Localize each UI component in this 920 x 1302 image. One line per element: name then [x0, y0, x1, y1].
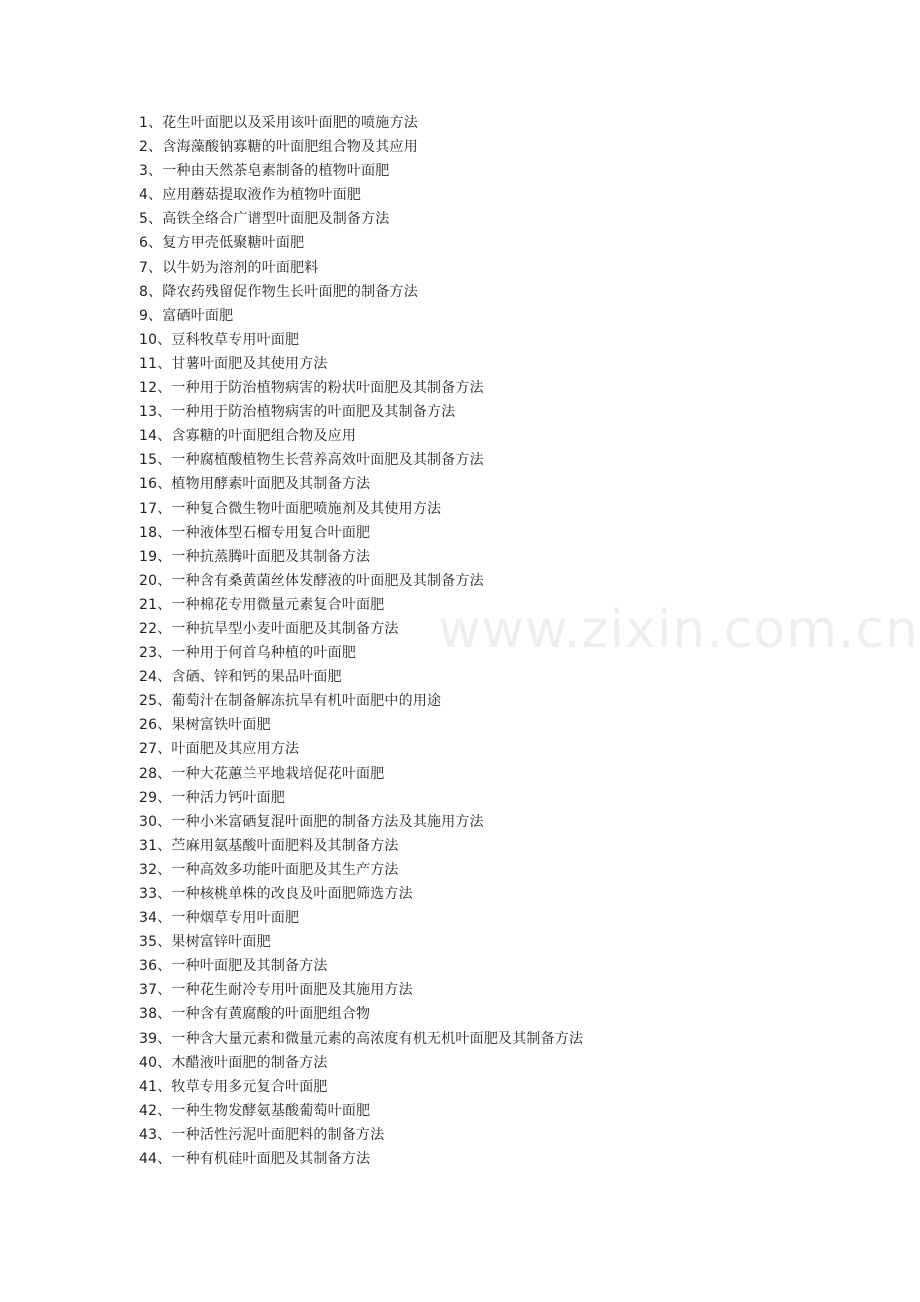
list-item: 38、一种含有黄腐酸的叶面肥组合物 [139, 1006, 371, 1023]
list-item: 40、木醋液叶面肥的制备方法 [139, 1054, 328, 1071]
list-item: 15、一种腐植酸植物生长营养高效叶面肥及其制备方法 [139, 452, 484, 469]
list-item: 3、一种由天然茶皂素制备的植物叶面肥 [139, 163, 390, 180]
list-item: 33、一种核桃单株的改良及叶面肥筛选方法 [139, 886, 413, 902]
list-item: 37、一种花生耐冷专用叶面肥及其施用方法 [139, 982, 413, 999]
list-item: 22、一种抗旱型小麦叶面肥及其制备方法 [139, 620, 399, 637]
list-item: 36、一种叶面肥及其制备方法 [139, 958, 328, 975]
list-item: 30、一种小米富硒复混叶面肥的制备方法及其施用方法 [139, 813, 484, 830]
list-item: 42、一种生物发酵氨基酸葡萄叶面肥 [139, 1102, 371, 1119]
list-item: 28、一种大花蕙兰平地栽培促花叶面肥 [139, 765, 385, 782]
list-item: 32、一种高效多功能叶面肥及其生产方法 [139, 861, 399, 878]
list-item: 25、葡萄汁在制备解冻抗旱有机叶面肥中的用途 [139, 693, 442, 710]
list-item: 11、甘薯叶面肥及其使用方法 [139, 355, 328, 372]
list-item: 23、一种用于何首乌种植的叶面肥 [139, 645, 357, 662]
list-item: 5、高铁全络合广谱型叶面肥及制备方法 [139, 211, 390, 228]
list-item: 17、一种复合微生物叶面肥喷施剂及其使用方法 [139, 500, 442, 517]
list-item: 8、降农药残留促作物生长叶面肥的制备方法 [139, 283, 418, 300]
list-item: 9、富硒叶面肥 [139, 307, 234, 324]
list-item: 34、一种烟草专用叶面肥 [139, 910, 300, 927]
list-item: 13、一种用于防治植物病害的叶面肥及其制备方法 [139, 404, 456, 421]
list-item: 35、果树富锌叶面肥 [139, 934, 271, 951]
list-item: 1、花生叶面肥以及采用该叶面肥的喷施方法 [139, 115, 418, 131]
list-item: 39、一种含大量元素和微量元素的高浓度有机无机叶面肥及其制备方法 [139, 1030, 584, 1047]
list-item: 12、一种用于防治植物病害的粉状叶面肥及其制备方法 [139, 380, 484, 397]
list-item: 19、一种抗蒸腾叶面肥及其制备方法 [139, 548, 371, 565]
list-item: 43、一种活性污泥叶面肥料的制备方法 [139, 1126, 385, 1143]
watermark: www.zixin.com.cn [438, 600, 919, 660]
list-item: 16、植物用酵素叶面肥及其制备方法 [139, 476, 371, 493]
list-item: 44、一种有机硅叶面肥及其制备方法 [139, 1151, 371, 1168]
list-item: 20、一种含有桑黄菌丝体发酵液的叶面肥及其制备方法 [139, 572, 484, 589]
list-item: 26、果树富铁叶面肥 [139, 717, 271, 734]
list-item: 31、苎麻用氨基酸叶面肥料及其制备方法 [139, 837, 399, 854]
list-item: 29、一种活力钙叶面肥 [139, 789, 286, 806]
list-item: 7、以牛奶为溶剂的叶面肥料 [139, 259, 319, 276]
list-item: 10、豆科牧草专用叶面肥 [139, 331, 300, 348]
patent-title-list [139, 111, 583, 1171]
list-item: 21、一种棉花专用微量元素复合叶面肥 [139, 596, 385, 613]
list-item: 6、复方甲壳低聚糖叶面肥 [139, 235, 305, 252]
list-item: 18、一种液体型石榴专用复合叶面肥 [139, 524, 371, 541]
list-item: 27、叶面肥及其应用方法 [139, 741, 300, 758]
list-item: 4、应用蘑菇提取液作为植物叶面肥 [139, 187, 362, 204]
list-item: 24、含硒、锌和钙的果品叶面肥 [139, 669, 342, 686]
list-item: 14、含寡糖的叶面肥组合物及应用 [139, 428, 357, 445]
list-item: 2、含海藻酸钠寡糖的叶面肥组合物及其应用 [139, 139, 418, 156]
list-item: 41、牧草专用多元复合叶面肥 [139, 1078, 328, 1095]
